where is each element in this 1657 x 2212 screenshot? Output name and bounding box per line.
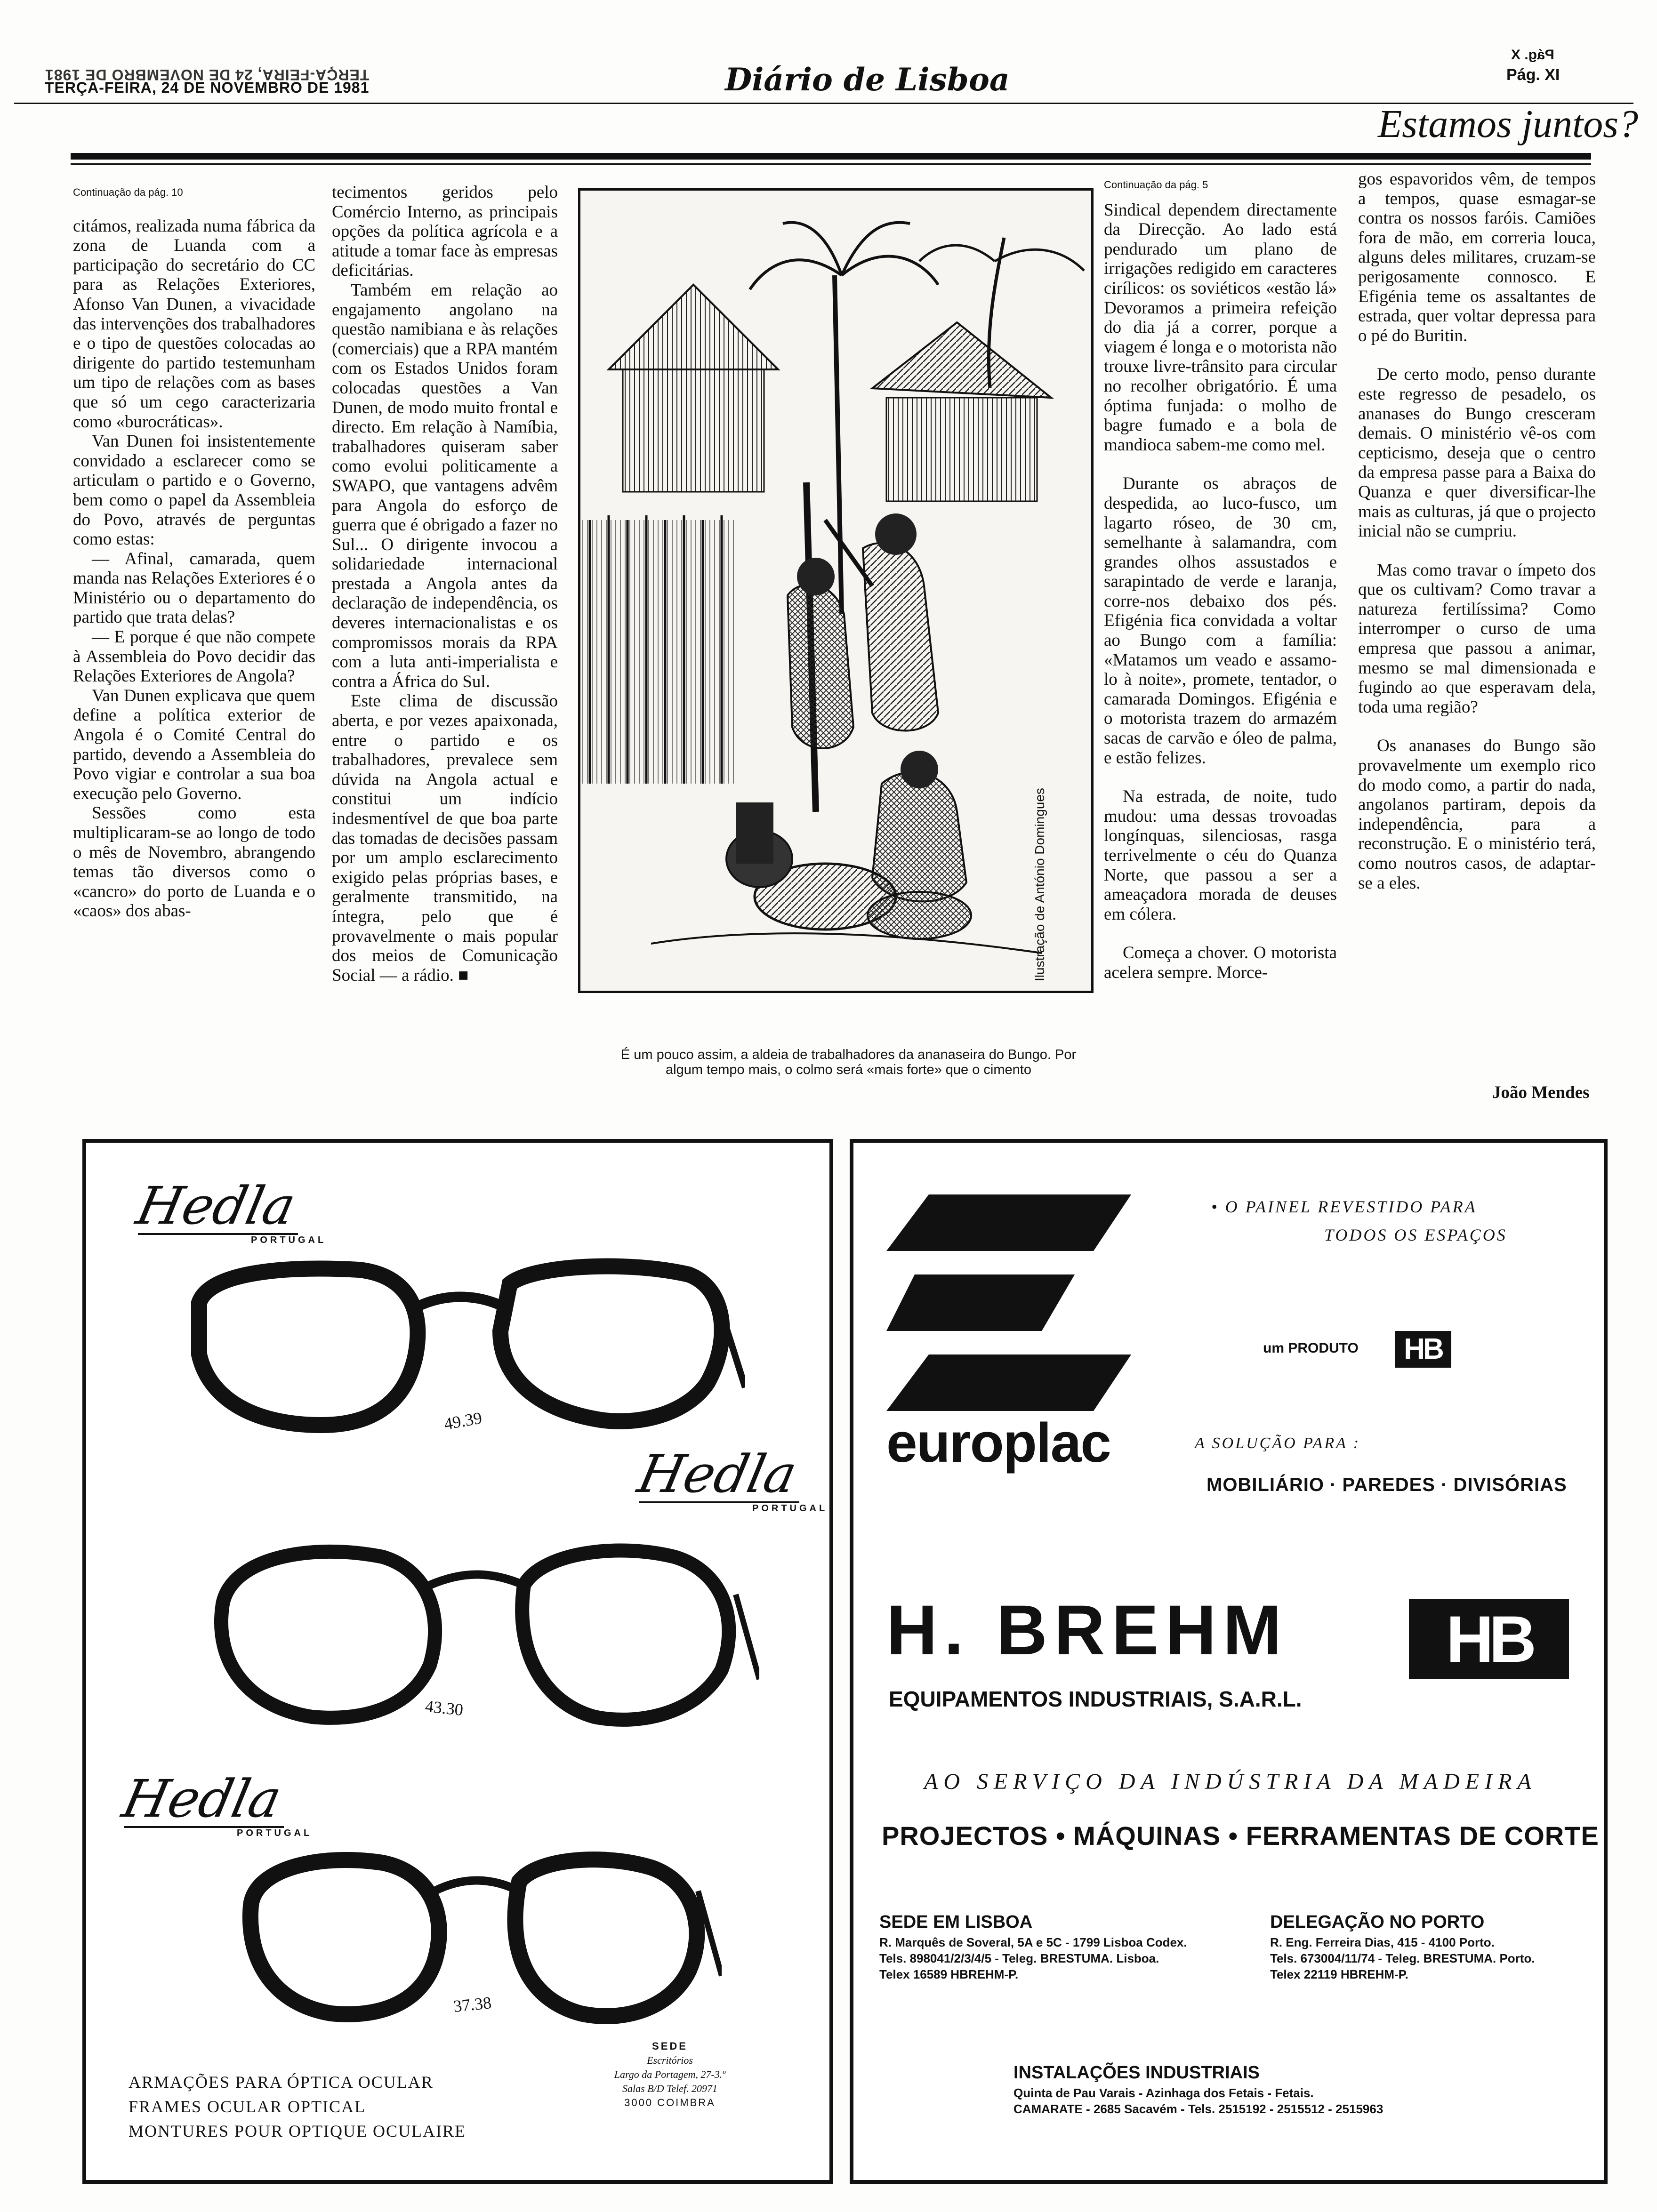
paragraph: Sessões como esta multiplicaram-se ao longo de todo o mês de Novembro, abrangendo temas tão diversos como o «cancro» do porto de Luanda e o «caos» dos abas- bbox=[73, 803, 315, 921]
sede-block: SEDE EM LISBOA R. Marquês de Soveral, 5A e 5C - 1799 Lisboa Codex. Tels. 898041/2/3/4/5 - Teleg. BRESTUMA. Lisboa. Telex 16589 HBREHM-P. bbox=[879, 1912, 1187, 1981]
hedla-logo-3: Hedla PORTUGAL bbox=[117, 1769, 313, 1838]
hedla-logo-2: Hedla PORTUGAL bbox=[633, 1444, 828, 1514]
hedla-logo-1: Hedla PORTUGAL bbox=[131, 1176, 327, 1245]
paragraph: Na estrada, de noite, tudo mudou: uma dessas trovoadas longínquas, silenciosas, rasga terrivelmente o céu do Quanza Norte, que passou a ser a ameaçadora morada de deuses em cólera. bbox=[1104, 787, 1337, 924]
price-1: 49.39 bbox=[442, 1408, 483, 1434]
paragraph: tecimentos geridos pelo Comércio Interno, as principais opções da política agrícola e a atitude a tomar face às empresas deficitárias. bbox=[332, 183, 558, 281]
produto-label: um PRODUTO bbox=[1263, 1340, 1359, 1356]
ad-brehm bbox=[850, 1139, 1608, 2184]
hb-logo-small: HB bbox=[1395, 1331, 1451, 1368]
paragraph: Van Dunen explicava que quem define a política exterior de Angola é o Comité Central do partido, devendo a Assembleia do Povo vigiar e controlar a sua boa execução pelo Governo. bbox=[73, 686, 315, 803]
porto-block: DELEGAÇÃO NO PORTO R. Eng. Ferreira Dias, 415 - 4100 Porto. Tels. 673004/11/74 - Teleg. BRESTUMA. Porto. Telex 22119 HBREHM-P. bbox=[1270, 1912, 1535, 1981]
hedla-lines: ARMAÇÕES PARA ÓPTICA OCULAR FRAMES OCULAR OPTICAL MONTURES POUR OPTIQUE OCULAIRE bbox=[129, 2073, 467, 2140]
paragraph: — Afinal, camarada, quem manda nas Relações Exteriores é o Ministério ou o departamento do partido que trata delas? bbox=[73, 549, 315, 627]
village-illustration bbox=[580, 191, 1091, 991]
paragraph: De certo modo, penso durante este regresso de pesadelo, os ananases do Bungo cresceram demais. O ministério vê-os com cepticismo, deseja que o centro da empresa passe para a Baixa do Quanza e quer diversificar-lhe mais as culturas, já que o projecto inicial não se cumpriu. bbox=[1358, 365, 1596, 541]
illustration-caption: É um pouco assim, a aldeia de trabalhadores da ananaseira do Bungo. Por algum tempo mais, o colmo será «mais forte» que o cimento bbox=[620, 1047, 1077, 1077]
paragraph: Sindical dependem directamente da Direcção. Ao lado está pendurado um plano de irrigações redigido em caracteres cirílicos: os soviéticos «estão lá» Devoramos a primeira refeição do dia já a correr, porque a viagem é longa e o motorista não trouxe livre-trânsito para circular no recolher obrigatório. É uma óptima funjada: o molho de bagre fumado e a bola de mandioca sabem-me como mel. bbox=[1104, 200, 1337, 455]
paragraph: Este clima de discussão aberta, e por vezes apaixonada, entre o partido e os trabalhadores, prevalece sem dúvida na Angola actual e constitui um indício indesmentível de que boa parte das tomadas de decisões passam por um amplo esclarecimento exigido pelas próprias bases, e geralmente transmitido, na íntegra, pelo que é provavelmente o mais popular dos meios de Comunicação Social — a rádio. ■ bbox=[332, 691, 558, 985]
illustration-credit: Ilustração de António Domingues bbox=[1032, 788, 1047, 981]
europlac-e-mark bbox=[886, 1194, 1131, 1411]
continuation-note: Continuação da pág. 5 bbox=[1104, 179, 1208, 191]
paragraph: Também em relação ao engajamento angolano na questão namibiana e às relações (comerciais) que a RPA mantém com os Estados Unidos foram colocadas questões a Van Dunen, de modo muito frontal e directo. Em relação à Namíbia, trabalhadores quiseram saber como evolui politicamente a SWAPO, que vantagens advêm para Angola do esforço de guerra que é obrigado a fazer no Sul... O dirigente invocou a solidariedade internacional prestada a Angola antes da declaração de independência, os deveres internacionalistas e os compromissos morais da RPA com a luta anti-imperialista e contra a África do Sul. bbox=[332, 280, 558, 691]
continuation-note: Continuação da pág. 10 bbox=[73, 186, 183, 198]
paragraph: Os ananases do Bungo são provavelmente um exemplo rico do modo como, a partir do nada, angolanos partiram, depois da independência, para a reconstrução. E o ministério terá, como noutros casos, de adaptar-se a eles. bbox=[1358, 736, 1596, 893]
company-subtitle: EQUIPAMENTOS INDUSTRIAIS, S.A.R.L. bbox=[889, 1687, 1302, 1711]
ad-hedla bbox=[82, 1139, 833, 2184]
masthead: Diário de Lisboa bbox=[725, 61, 1010, 98]
article-left-col2 bbox=[332, 183, 558, 985]
header-date: TERÇA-FEIRA, 24 DE NOVEMBRO DE 1981 bbox=[45, 79, 370, 96]
paragraph: citámos, realizada numa fábrica da zona de Luanda com a participação do secretário do CC para as Relações Exteriores, Afonso Van Dunen, a vivacidade das intervenções dos trabalhadores e o tipo de questões colocadas ao dirigente do partido testemunham um tipo de relações com as bases que só um cego caracterizaria como «burocráticas». bbox=[73, 216, 315, 432]
hedla-address: SEDE Escritórios Largo da Portagem, 27-3.º Salas B/D Telef. 20971 3000 COIMBRA bbox=[614, 2040, 726, 2108]
paragraph: Durante os abraços de despedida, ao luco-fusco, um lagarto róseo, de 30 cm, semelhante à salamandra, com grandes olhos assustados e sarapintado de verde e laranja, corre-nos debaixo dos pés. Efigénia fica convidada a voltar ao Bungo com a família: «Matamos um veado e assamo-lo à noite», promete, tentador, o camarada Domingos. Efigénia e o motorista trazem do armazém sacas de carvão e óleo de palma, e estão felizes. bbox=[1104, 474, 1337, 768]
section-rule-thin bbox=[71, 163, 1591, 165]
paragraph: Começa a chover. O motorista acelera sempre. Morce- bbox=[1104, 943, 1337, 982]
tagline-1: • O PAINEL REVESTIDO PARA bbox=[1211, 1197, 1477, 1216]
instalacoes-block: INSTALAÇÕES INDUSTRIAIS Quinta de Pau Varais - Azinhaga dos Fetais - Fetais. CAMARATE - 2685 Sacavém - Tels. 2515192 - 2515512 - 2515963 bbox=[1014, 2063, 1384, 2116]
author: João Mendes bbox=[1492, 1083, 1590, 1102]
europlac-logo: europlac bbox=[886, 1412, 1110, 1474]
illustration-frame bbox=[578, 188, 1094, 993]
company-name: H. BREHM bbox=[886, 1590, 1288, 1669]
servico-line: AO SERVIÇO DA INDÚSTRIA DA MADEIRA bbox=[924, 1769, 1537, 1794]
page-number: Pág. XI bbox=[1506, 66, 1560, 84]
price-2: 43.30 bbox=[424, 1696, 464, 1720]
page-number-mirror: Pág. X bbox=[1511, 47, 1554, 63]
paragraph: Mas como travar o ímpeto dos que os cultivam? Como travar a natureza fertilíssima? Como interromper o curso de uma empresa que passou a animar, mesmo se mal dimensionada e fugindo ao que esperavam dela, toda uma região? bbox=[1358, 560, 1596, 717]
products-line: PROJECTOS • MÁQUINAS • FERRAMENTAS DE CORTE bbox=[882, 1821, 1599, 1851]
section-rule-thick bbox=[71, 153, 1591, 160]
article-right-col1 bbox=[1104, 175, 1337, 983]
solucao-label: A SOLUÇÃO PARA : bbox=[1195, 1435, 1361, 1452]
article-right-col2 bbox=[1358, 169, 1596, 893]
price-3: 37.38 bbox=[452, 1993, 492, 2016]
hb-logo-large: HB bbox=[1409, 1599, 1569, 1679]
glasses-frame-2 bbox=[194, 1529, 759, 1731]
paragraph: — E porque é que não compete à Assembleia do Povo decidir das Relações Exteriores de Angola? bbox=[73, 627, 315, 686]
paragraph: gos espavoridos vêm, de tempos a tempos, quase esmagar-se contra os nossos faróis. Camiões fora de mão, em correria louca, alguns deles militares, cruzam-se perigosamente connosco. E Efigénia teme os assaltantes de estrada, quer voltar depressa para o pé do Buritin. bbox=[1358, 169, 1596, 345]
header-date-mirrored: TERÇA-FEIRA, 24 DE NOVEMBRO DE 1981 bbox=[45, 66, 370, 83]
usos-label: MOBILIÁRIO · PAREDES · DIVISÓRIAS bbox=[1207, 1475, 1567, 1495]
tagline-2: TODOS OS ESPAÇOS bbox=[1324, 1226, 1507, 1244]
article-left-col1 bbox=[73, 183, 315, 921]
paragraph: Van Dunen foi insistentemente convidado a esclarecer como se articulam o partido e o Governo, bem como o papel da Assembleia do Povo, através de perguntas como estas: bbox=[73, 432, 315, 549]
section-title: Estamos juntos? bbox=[1377, 102, 1638, 146]
